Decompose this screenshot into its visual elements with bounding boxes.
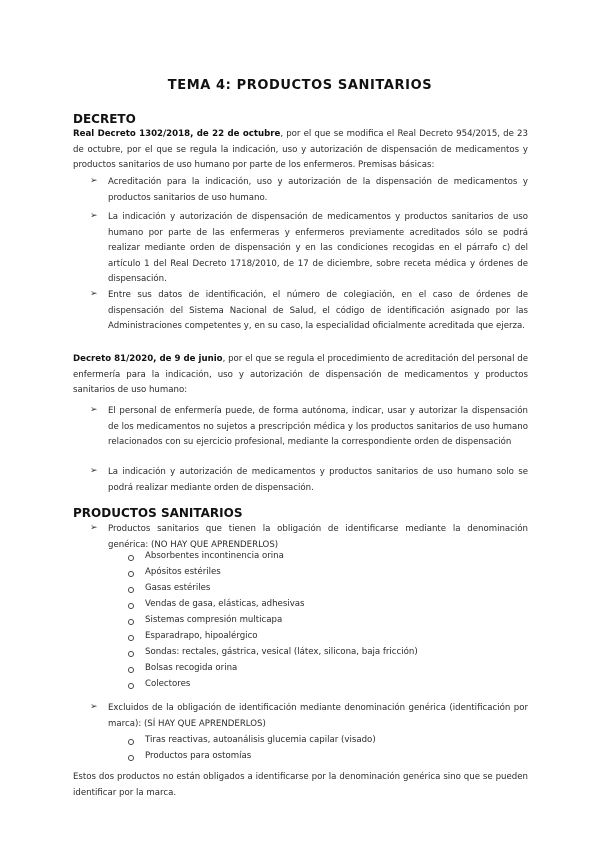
circle-bullet-icon: [128, 667, 134, 673]
generic-item: Sistemas compresión multicapa: [145, 615, 283, 625]
arrow-bullet-icon: ➢: [90, 405, 98, 415]
real-decreto-reference: Real Decreto 1302/2018, de 22 de octubre: [73, 129, 281, 139]
productos-bullet-marca: Excluidos de la obligación de identificación mediante denominación genérica (identificación por marca): (SÍ HAY QUE APRENDERLOS): [108, 703, 528, 729]
generic-item: Bolsas recogida orina: [145, 663, 238, 673]
generic-item: Sondas: rectales, gástrica, vesical (látex, silicona, baja fricción): [145, 647, 418, 657]
brand-item: Tiras reactivas, autoanálisis glucemia capilar (visado): [145, 735, 376, 745]
generic-item: Gasas estériles: [145, 583, 211, 593]
real-decreto-text: , por el que se modifica el Real Decreto 954/2015, de 23 de octubre, por el que se regula la indicación, uso y autorización de dispensación de medicamentos y productos sanitarios de uso humano por parte de los enfermeros. Premisas básicas:: [73, 129, 528, 171]
arrow-bullet-icon: ➢: [90, 211, 98, 221]
brand-item: Productos para ostomías: [145, 751, 252, 761]
paragraph-real-decreto: [73, 127, 528, 174]
arrow-bullet-icon: ➢: [90, 176, 98, 186]
arrow-bullet-icon: ➢: [90, 702, 98, 712]
rd-bullet-2: La indicación y autorización de dispensación de medicamentos y productos sanitarios de uso humano por parte de las enfermeras y enfermeros previamente acreditados sólo se podrá realizar mediante orden de dispensación y en las condiciones recogidas en el párrafo c) del artículo 1 del Real Decreto 1718/2010, de 17 de diciembre, sobre receta médica y órdenes de dispensación.: [108, 212, 528, 285]
paragraph-decreto-81: [73, 352, 528, 399]
rd-bullet-3: Entre sus datos de identificación, el número de colegiación, en el caso de órdenes de dispensación del Sistema Nacional de Salud, el código de identificación asignado por las Administraciones competentes y, en su caso, la especialidad oficialmente acreditada que ejerza.: [108, 290, 528, 332]
circle-bullet-icon: [128, 619, 134, 625]
generic-item: Vendas de gasa, elásticas, adhesivas: [145, 599, 305, 609]
circle-bullet-icon: [128, 755, 134, 761]
page-title: TEMA 4: PRODUCTOS SANITARIOS: [167, 78, 433, 93]
section-heading-decreto: DECRETO: [73, 112, 136, 126]
circle-bullet-icon: [128, 603, 134, 609]
closing-paragraph: Estos dos productos no están obligados a identificarse por la denominación genérica sino que se pueden identificar por la marca.: [73, 772, 528, 798]
arrow-bullet-icon: ➢: [90, 289, 98, 299]
arrow-bullet-icon: ➢: [90, 523, 98, 533]
circle-bullet-icon: [128, 683, 134, 689]
generic-item: Colectores: [145, 679, 191, 689]
productos-bullet-generic: Productos sanitarios que tienen la obligación de identificarse mediante la denominación genérica: (NO HAY QUE APRENDERLOS): [108, 524, 528, 550]
circle-bullet-icon: [128, 571, 134, 577]
generic-item: Absorbentes incontinencia orina: [145, 551, 284, 561]
d81-bullet-2: La indicación y autorización de medicamentos y productos sanitarios de uso humano solo se podrá realizar mediante orden de dispensación.: [108, 467, 528, 493]
decreto-81-text: , por el que se regula el procedimiento de acreditación del personal de enfermería para la indicación, uso y autorización de dispensación de medicamentos y productos sanitarios de uso humano:: [73, 354, 528, 396]
decreto-81-reference: Decreto 81/2020, de 9 de junio: [73, 354, 223, 364]
circle-bullet-icon: [128, 635, 134, 641]
circle-bullet-icon: [128, 651, 134, 657]
generic-item: Apósitos estériles: [145, 567, 221, 577]
rd-bullet-1: Acreditación para la indicación, uso y autorización de la dispensación de medicamentos y productos sanitarios de uso humano.: [108, 177, 528, 203]
d81-bullet-1: El personal de enfermería puede, de forma autónoma, indicar, usar y autorizar la dispensación de los medicamentos no sujetos a prescripción médica y los productos sanitarios de uso humano relacionados con su ejercicio profesional, mediante la correspondiente orden de dispensación: [108, 406, 528, 448]
arrow-bullet-icon: ➢: [90, 466, 98, 476]
generic-item: Esparadrapo, hipoalérgico: [145, 631, 258, 641]
circle-bullet-icon: [128, 587, 134, 593]
circle-bullet-icon: [128, 739, 134, 745]
section-heading-productos: PRODUCTOS SANITARIOS: [73, 506, 243, 520]
circle-bullet-icon: [128, 555, 134, 561]
